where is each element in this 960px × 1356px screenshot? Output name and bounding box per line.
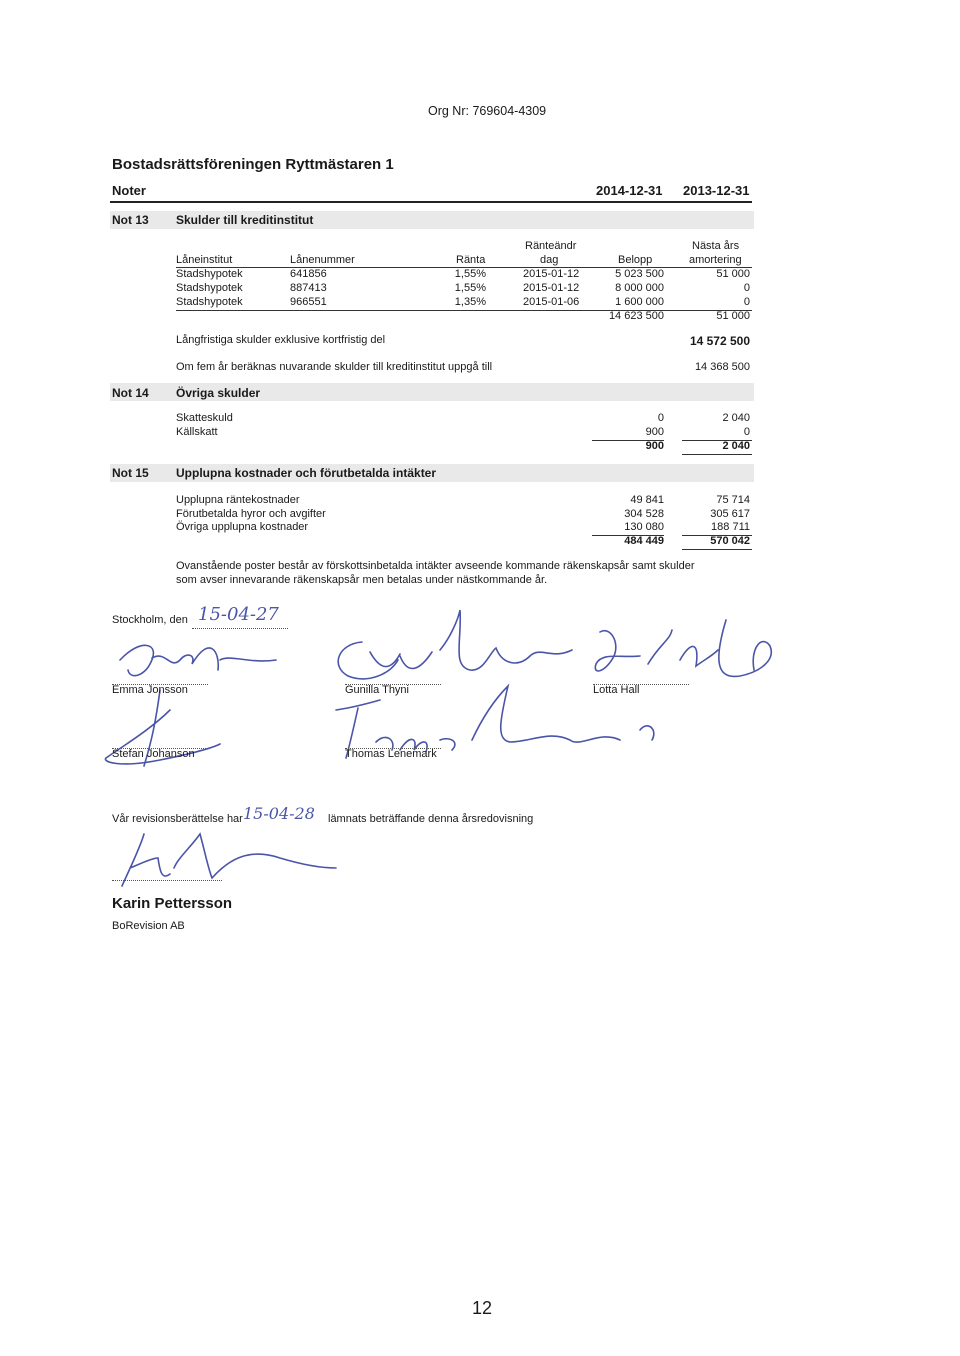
- note15-row-v1: 49 841: [630, 494, 664, 506]
- cell-institut: Stadshypotek: [176, 268, 243, 280]
- handwritten-date-signing: 15-04-27: [198, 604, 279, 625]
- col-rantandr-bottom: dag: [540, 254, 559, 266]
- note14-double-rule: [682, 454, 752, 455]
- cell-institut: Stadshypotek: [176, 296, 243, 308]
- col-belopp: Belopp: [618, 254, 653, 266]
- cell-ranta: 1,55%: [454, 282, 486, 294]
- noter-heading: Noter: [112, 183, 146, 198]
- note14-title: Övriga skulder: [176, 386, 261, 400]
- cell-amortering: 51 000: [716, 268, 750, 280]
- note14-row-v2: 0: [743, 426, 750, 438]
- cell-belopp: 1 600 000: [615, 296, 664, 308]
- document-title: Bostadsrättsföreningen Ryttmästaren 1: [112, 156, 394, 173]
- note14-sum2: 2 040: [722, 440, 750, 452]
- total-amortering: 51 000: [716, 310, 750, 322]
- page-number: 12: [472, 1298, 493, 1318]
- cell-lanenummer: 641856: [290, 268, 327, 280]
- auditor-signature: [100, 828, 340, 898]
- note14-row-label: Skatteskuld: [176, 412, 233, 424]
- note13-number: Not 13: [112, 213, 149, 227]
- om-fem-value: 14 368 500: [694, 361, 750, 373]
- footnote-line2: som avser innevarande räkenskapsår men betalas under nästkommande år.: [176, 574, 548, 586]
- auditor-firm: BoRevision AB: [112, 920, 185, 932]
- header-rule: [110, 201, 752, 203]
- cell-ranta: 1,35%: [454, 296, 486, 308]
- column-header-2014: 2014-12-31: [596, 183, 663, 198]
- cell-lanenummer: 887413: [290, 282, 327, 294]
- cell-lanenummer: 966551: [290, 296, 327, 308]
- note15-row-label: Upplupna räntekostnader: [176, 494, 300, 506]
- cell-institut: Stadshypotek: [176, 282, 243, 294]
- signatory-stefan: Stefan Johanson: [112, 748, 195, 760]
- signatory-gunilla: Gunilla Thyni: [345, 684, 409, 696]
- note13-title: Skulder till kreditinstitut: [176, 213, 314, 227]
- signature-scribbles: [100, 590, 780, 790]
- cell-amortering: 0: [743, 296, 750, 308]
- cell-dag: 2015-01-12: [523, 282, 580, 294]
- note15-row-v1: 304 528: [624, 508, 664, 520]
- note14-row-v1: 0: [657, 412, 664, 424]
- total-belopp: 14 623 500: [608, 310, 664, 322]
- auditor-signature-line: [112, 880, 222, 881]
- note15-row-label: Övriga upplupna kostnader: [176, 521, 309, 533]
- note15-number: Not 15: [112, 466, 149, 480]
- cell-belopp: 5 023 500: [615, 268, 664, 280]
- col-ranta: Ränta: [456, 254, 486, 266]
- col-nasta-top: Nästa års: [692, 240, 740, 252]
- signatory-emma: Emma Jonsson: [112, 684, 188, 696]
- cell-ranta: 1,55%: [454, 268, 486, 280]
- org-number: Org Nr: 769604-4309: [428, 104, 547, 118]
- note14-row-v2: 2 040: [722, 412, 750, 424]
- auditor-name: Karin Pettersson: [112, 895, 233, 912]
- note15-double-rule: [682, 549, 752, 550]
- place-label: Stockholm, den: [112, 614, 188, 626]
- note14-number: Not 14: [112, 386, 149, 400]
- om-fem-label: Om fem år beräknas nuvarande skulder till kreditinstitut uppgå till: [176, 361, 493, 373]
- note15-sum1: 484 449: [624, 535, 664, 547]
- cell-dag: 2015-01-06: [523, 296, 580, 308]
- revision-prefix: Vår revisionsberättelse har: [112, 813, 243, 825]
- note15-row-v2: 188 711: [711, 521, 750, 533]
- note15-title: Upplupna kostnader och förutbetalda intäkter: [176, 466, 437, 480]
- note15-sum2: 570 042: [710, 535, 750, 547]
- col-rantandr-top: Ränteändr: [525, 240, 577, 252]
- footnote-line1: Ovanstående poster består av förskottsinbetalda intäkter avseende kommande räkenskapsår samt skulder: [176, 560, 695, 572]
- signatory-thomas: Thomas Lenemark: [345, 748, 437, 760]
- cell-amortering: 0: [743, 282, 750, 294]
- cell-belopp: 8 000 000: [615, 282, 664, 294]
- cell-dag: 2015-01-12: [523, 268, 580, 280]
- note14-row-label: Källskatt: [176, 426, 218, 438]
- note15-row-v2: 75 714: [716, 494, 750, 506]
- note14-sum1: 900: [645, 440, 664, 452]
- table-sum-rule: [176, 310, 752, 311]
- col-nasta-bottom: amortering: [689, 254, 742, 266]
- note14-row-v1: 900: [645, 426, 664, 438]
- langfristiga-label: Långfristiga skulder exklusive kortfristig del: [176, 334, 386, 346]
- revision-suffix: lämnats beträffande denna årsredovisning: [328, 813, 534, 825]
- note15-row-v2: 305 617: [710, 508, 750, 520]
- col-lanenummer: Lånenummer: [290, 254, 355, 266]
- handwritten-date-revision: 15-04-28: [243, 804, 315, 823]
- signatory-lotta: Lotta Hall: [593, 684, 640, 696]
- note15-row-v1: 130 080: [624, 521, 664, 533]
- note15-row-label: Förutbetalda hyror och avgifter: [176, 508, 326, 520]
- col-institut: Låneinstitut: [176, 254, 233, 266]
- langfristiga-value: 14 572 500: [689, 334, 750, 348]
- column-header-2013: 2013-12-31: [683, 183, 750, 198]
